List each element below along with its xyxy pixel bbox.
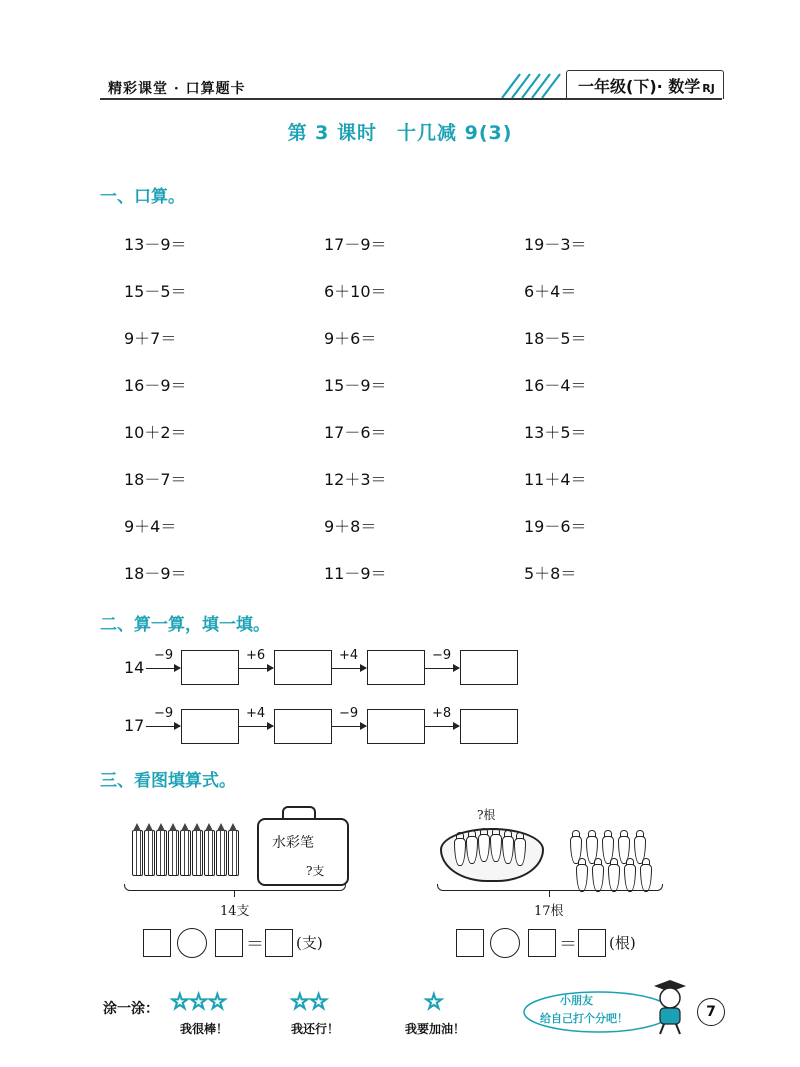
answer-box[interactable] xyxy=(215,929,243,957)
arrow-icon xyxy=(332,668,366,669)
bubble-text-1: 小朋友 xyxy=(560,994,593,1007)
calc-item: 15－9＝ xyxy=(324,376,387,395)
pencil-icon xyxy=(168,830,179,876)
lesson-title: 第 3 课时 十几减 9(3) xyxy=(287,122,513,144)
calc-item: 12＋3＝ xyxy=(324,470,387,489)
calc-item: 17－6＝ xyxy=(324,423,387,442)
header-stripes-decoration xyxy=(498,72,568,100)
arrow-icon xyxy=(146,668,180,669)
pencil-icon xyxy=(180,830,191,876)
arrow-icon xyxy=(425,668,459,669)
brace xyxy=(437,884,663,891)
calc-item: 13＋5＝ xyxy=(524,423,587,442)
answer-box[interactable] xyxy=(528,929,556,957)
brace xyxy=(124,884,346,891)
arrow-icon xyxy=(332,726,366,727)
bubble-text-2: 给自己打个分吧！ xyxy=(540,1012,628,1025)
pencil-icon xyxy=(132,830,143,876)
answer-box[interactable] xyxy=(181,650,239,685)
pencil-icon xyxy=(216,830,227,876)
star-icon[interactable]: ☆☆☆ xyxy=(170,990,227,1015)
equals-sign: ＝ xyxy=(246,934,264,955)
unit-label: (支) xyxy=(296,934,323,952)
rating-text: 我很棒！ xyxy=(180,1022,229,1036)
kid-mascot-icon xyxy=(640,976,690,1038)
calc-item: 5＋8＝ xyxy=(524,564,577,583)
pencil-icon xyxy=(228,830,239,876)
calc-item: 9＋8＝ xyxy=(324,517,377,536)
operator-circle[interactable] xyxy=(177,928,207,958)
calc-item: 18－5＝ xyxy=(524,329,587,348)
carrot-question: ?根 xyxy=(477,808,496,822)
section1-heading: 一、口算。 xyxy=(100,187,185,207)
calc-item: 9＋7＝ xyxy=(124,329,177,348)
chain-op: +8 xyxy=(432,706,452,721)
calc-item: 16－4＝ xyxy=(524,376,587,395)
brace-tip xyxy=(549,891,550,897)
pencil-icon xyxy=(192,830,203,876)
chain-op: −9 xyxy=(339,706,359,721)
pencil-icon xyxy=(144,830,155,876)
equals-sign: ＝ xyxy=(559,934,577,955)
calc-item: 10＋2＝ xyxy=(124,423,187,442)
arrow-icon xyxy=(146,726,180,727)
calc-item: 6＋10＝ xyxy=(324,282,387,301)
grade-text: 一年级(下)· 数学 xyxy=(578,77,701,96)
calc-item: 11－9＝ xyxy=(324,564,387,583)
bag-question: ?支 xyxy=(306,864,325,878)
calc-item: 13－9＝ xyxy=(124,235,187,254)
edition-text: RJ xyxy=(702,82,715,95)
brace-tip xyxy=(234,891,235,897)
pencil-case-icon xyxy=(257,818,349,886)
calc-item: 18－9＝ xyxy=(124,564,187,583)
book-title: 精彩课堂 · 口算题卡 xyxy=(108,81,246,97)
answer-box[interactable] xyxy=(460,650,518,685)
arrow-icon xyxy=(425,726,459,727)
page-number: 7 xyxy=(697,998,725,1026)
star-icon[interactable]: ☆☆ xyxy=(290,990,328,1015)
chain-start: 17 xyxy=(124,716,145,735)
answer-box[interactable] xyxy=(143,929,171,957)
calc-item: 17－9＝ xyxy=(324,235,387,254)
total-label: 14支 xyxy=(220,904,250,919)
rating-text: 我还行！ xyxy=(291,1022,340,1036)
answer-box[interactable] xyxy=(456,929,484,957)
answer-box[interactable] xyxy=(367,650,425,685)
section3-heading: 三、看图填算式。 xyxy=(100,771,236,791)
calc-item: 19－6＝ xyxy=(524,517,587,536)
arrow-icon xyxy=(239,668,273,669)
bag-label: 水彩笔 xyxy=(272,835,314,851)
chain-op: −9 xyxy=(432,648,452,663)
chain-op: +6 xyxy=(246,648,266,663)
calc-item: 15－5＝ xyxy=(124,282,187,301)
calc-item: 11＋4＝ xyxy=(524,470,587,489)
rating-label: 涂一涂： xyxy=(103,1001,159,1017)
operator-circle[interactable] xyxy=(490,928,520,958)
pencil-icon xyxy=(156,830,167,876)
grade-subject xyxy=(578,74,715,97)
calc-item: 16－9＝ xyxy=(124,376,187,395)
answer-box[interactable] xyxy=(274,709,332,744)
chain-op: +4 xyxy=(339,648,359,663)
answer-box[interactable] xyxy=(578,929,606,957)
arrow-icon xyxy=(239,726,273,727)
answer-box[interactable] xyxy=(181,709,239,744)
total-label: 17根 xyxy=(534,904,564,919)
rating-text: 我要加油！ xyxy=(405,1022,466,1036)
chain-op: +4 xyxy=(246,706,266,721)
section2-heading: 二、算一算，填一填。 xyxy=(100,615,270,635)
calc-item: 19－3＝ xyxy=(524,235,587,254)
calc-item: 18－7＝ xyxy=(124,470,187,489)
answer-box[interactable] xyxy=(274,650,332,685)
answer-box[interactable] xyxy=(367,709,425,744)
chain-op: −9 xyxy=(154,706,174,721)
calc-item: 6＋4＝ xyxy=(524,282,577,301)
header-rule xyxy=(100,98,722,100)
calc-item: 9＋6＝ xyxy=(324,329,377,348)
star-icon[interactable]: ☆ xyxy=(424,990,443,1015)
chain-op: −9 xyxy=(154,648,174,663)
answer-box[interactable] xyxy=(460,709,518,744)
calc-item: 9＋4＝ xyxy=(124,517,177,536)
chain-start: 14 xyxy=(124,658,145,677)
unit-label: (根) xyxy=(609,934,636,952)
answer-box[interactable] xyxy=(265,929,293,957)
pencil-icon xyxy=(204,830,215,876)
